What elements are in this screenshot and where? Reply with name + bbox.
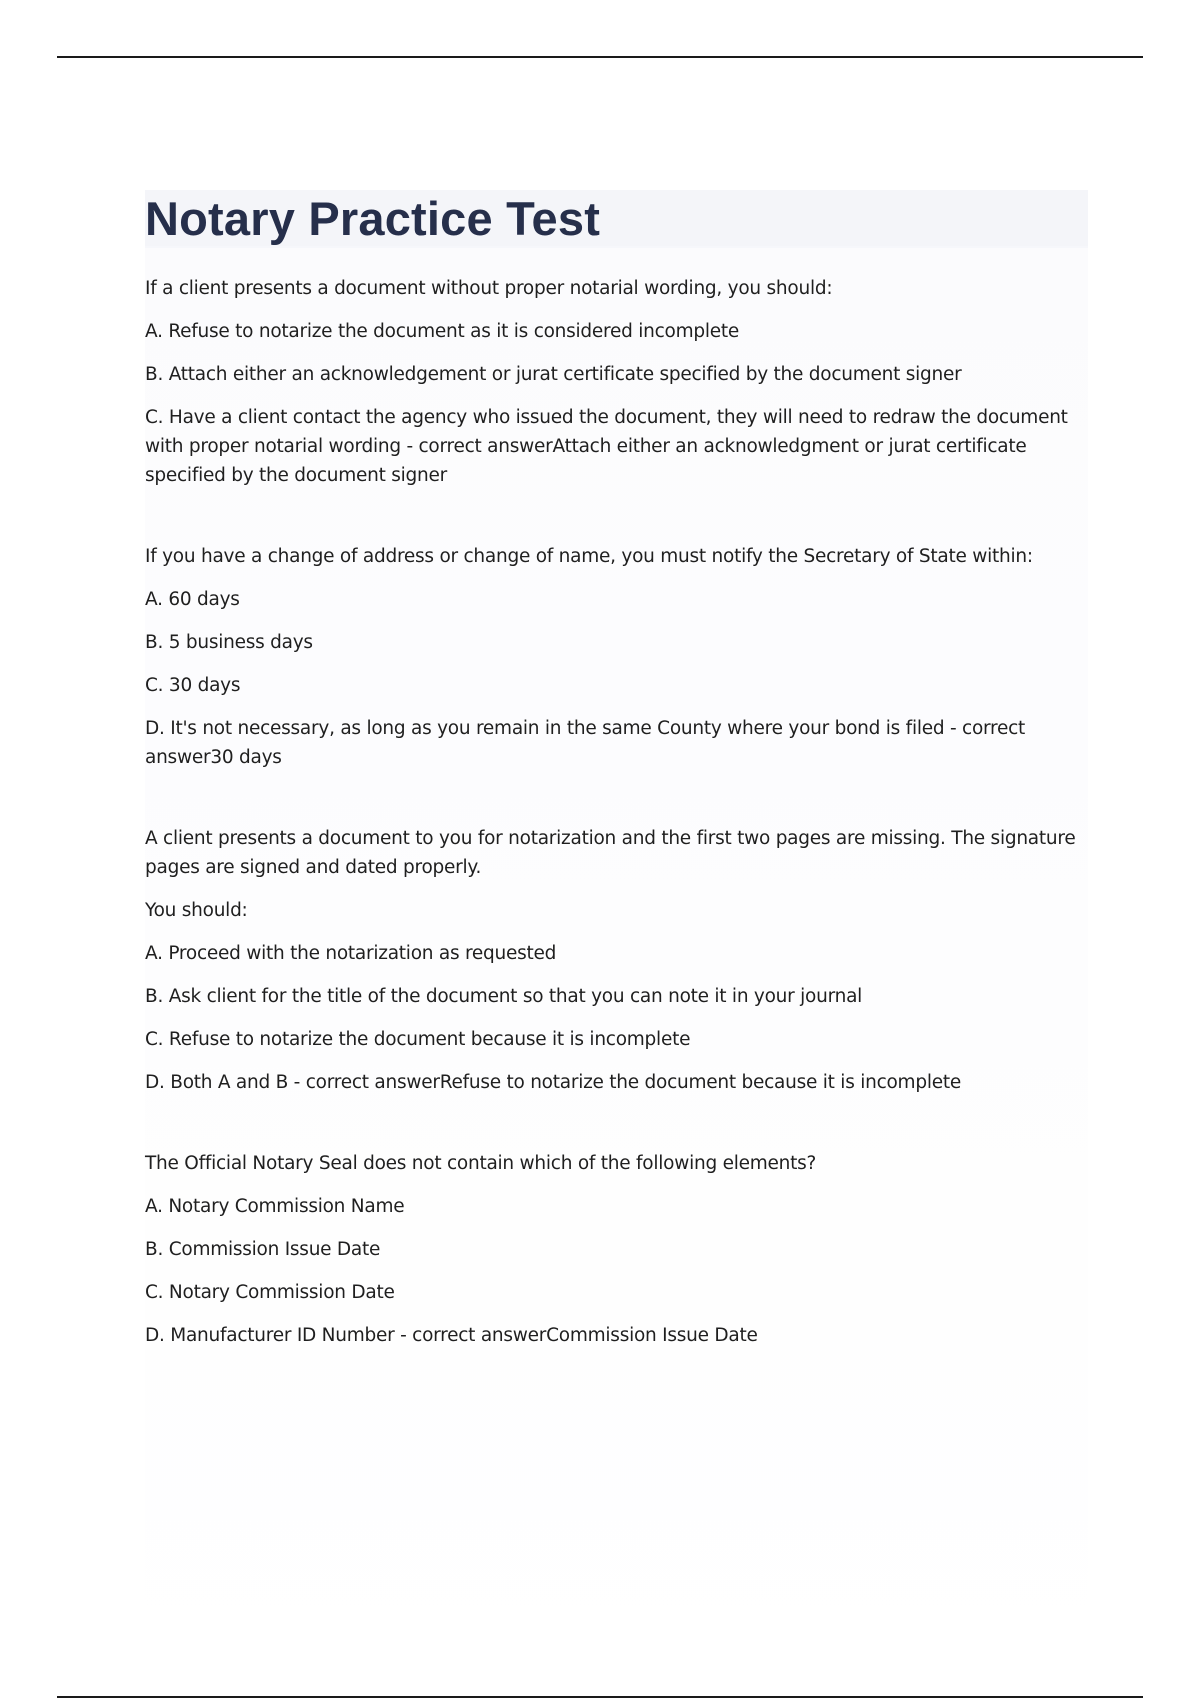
answer-option: A. 60 days	[145, 589, 240, 610]
page-title: Notary Practice Test	[145, 191, 601, 245]
answer-option: B. Ask client for the title of the document so that you can note it in your journal	[145, 986, 863, 1007]
question-2	[145, 542, 1088, 772]
question-1	[145, 274, 1088, 490]
answer-option: D. Manufacturer ID Number - correct answerCommission Issue Date	[145, 1325, 758, 1346]
answer-option: D. It's not necessary, as long as you remain in the same County where your bond is filed - correct answer30 days	[145, 718, 1026, 768]
answer-option: A. Refuse to notarize the document as it is considered incomplete	[145, 321, 740, 342]
answer-option: B. Attach either an acknowledgement or jurat certificate specified by the document signer	[145, 364, 962, 385]
document-body	[145, 190, 1088, 1700]
question-4	[145, 1149, 1088, 1350]
answer-option: B. Commission Issue Date	[145, 1239, 381, 1260]
question-stem: If a client presents a document without proper notarial wording, you should:	[145, 278, 833, 299]
answer-option: D. Both A and B - correct answerRefuse to notarize the document because it is incomplete	[145, 1072, 961, 1093]
question-stem-continued: You should:	[145, 900, 248, 921]
question-3	[145, 824, 1088, 1097]
answer-option: B. 5 business days	[145, 632, 313, 653]
answer-option: C. Notary Commission Date	[145, 1282, 395, 1303]
question-list	[145, 246, 1088, 1350]
answer-option: A. Proceed with the notarization as requested	[145, 943, 557, 964]
title-band	[145, 190, 1088, 246]
top-divider	[57, 56, 1143, 58]
question-stem: The Official Notary Seal does not contain which of the following elements?	[145, 1153, 817, 1174]
answer-option: C. Refuse to notarize the document because it is incomplete	[145, 1029, 691, 1050]
question-stem: A client presents a document to you for notarization and the first two pages are missing. The signature pages are signed and dated properly.	[145, 828, 1076, 878]
answer-option: A. Notary Commission Name	[145, 1196, 405, 1217]
answer-option: C. Have a client contact the agency who issued the document, they will need to redraw the document with proper notarial wording - correct answerAttach either an acknowledgment or jurat certificate specified by the document signer	[145, 407, 1068, 486]
answer-option: C. 30 days	[145, 675, 241, 696]
bottom-divider	[57, 1696, 1143, 1698]
question-stem: If you have a change of address or change of name, you must notify the Secretary of State within:	[145, 546, 1033, 567]
